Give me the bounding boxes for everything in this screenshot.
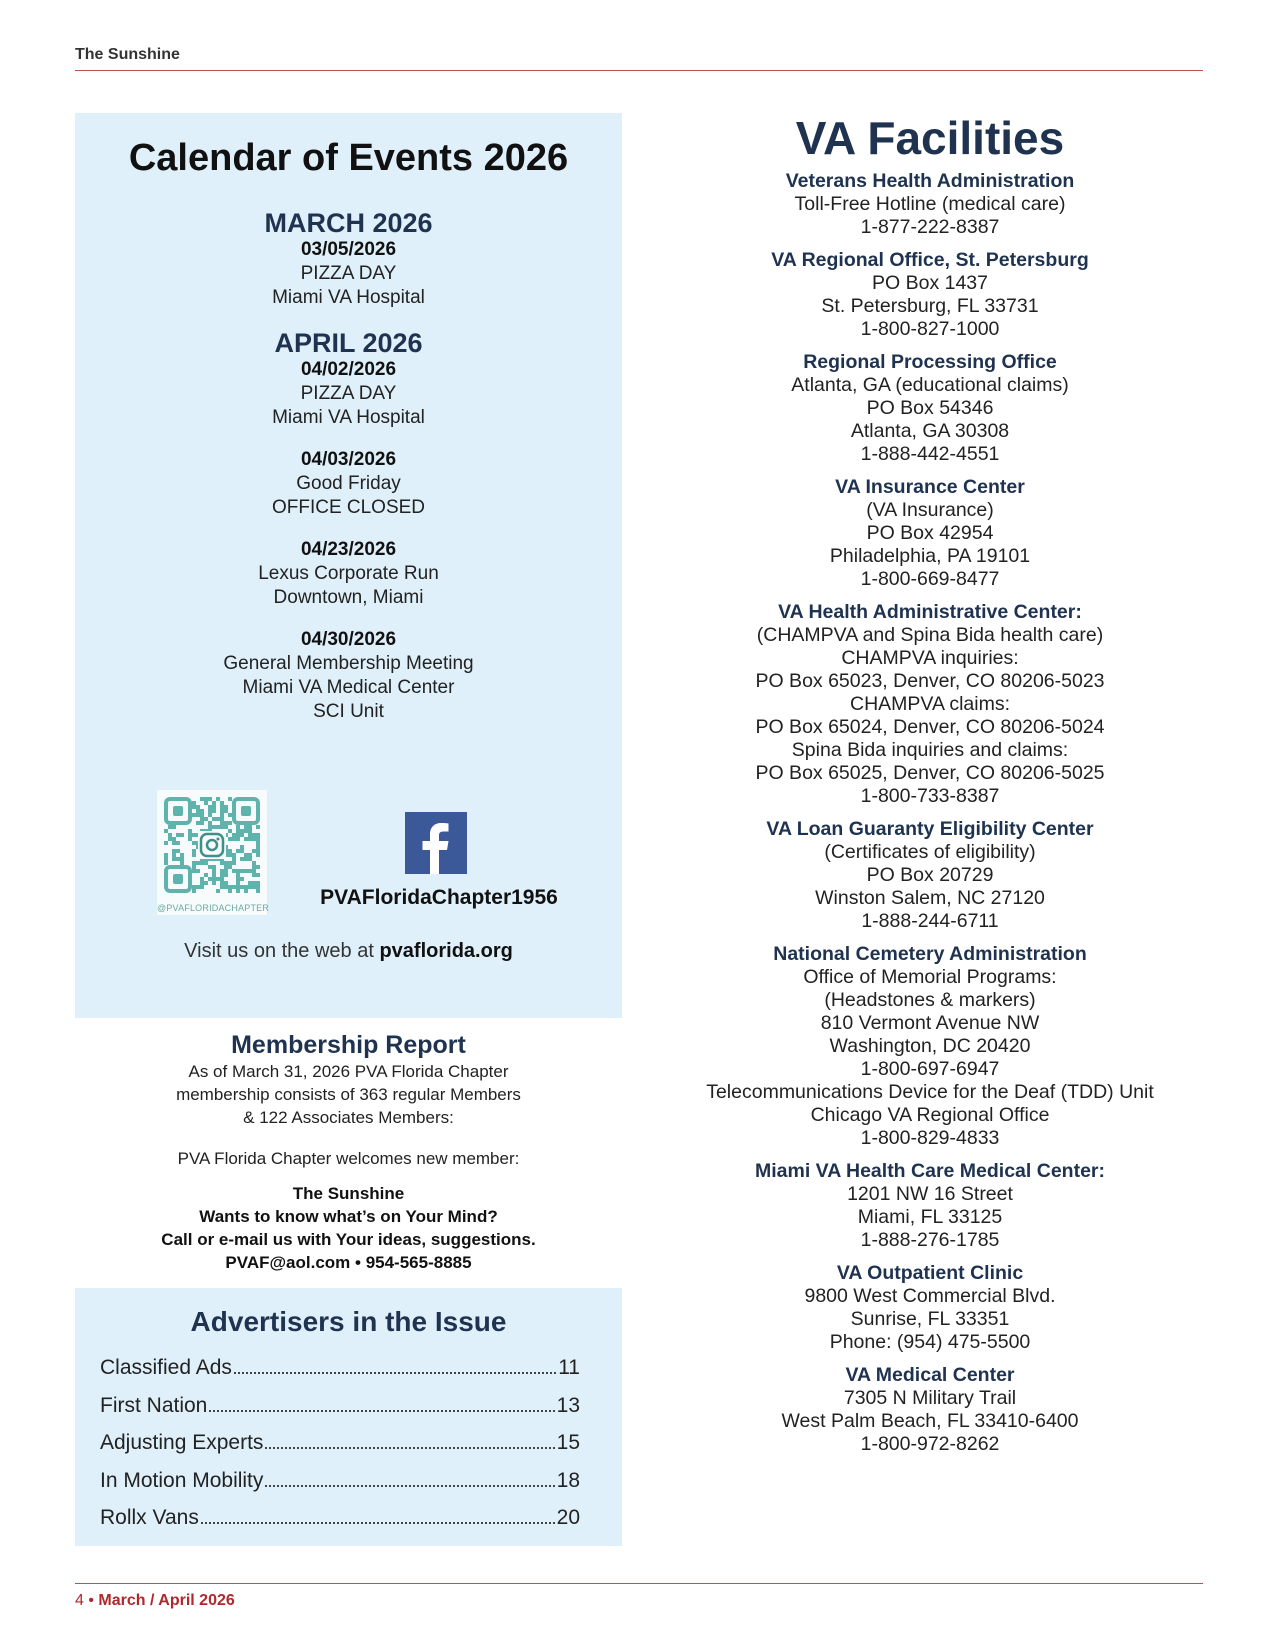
membership-text: & 122 Associates Members: bbox=[243, 1108, 454, 1127]
facility-detail: Miami, FL 33125 bbox=[857, 1206, 1003, 1228]
membership-title: Membership Report bbox=[231, 1031, 466, 1059]
page-number: 4 bbox=[75, 1592, 84, 1609]
event-detail: Miami VA Hospital bbox=[272, 407, 425, 428]
calendar-event bbox=[75, 358, 622, 430]
advertiser-page: 11 bbox=[558, 1356, 580, 1379]
facebook-handle[interactable]: PVAFloridaChapter1956 bbox=[320, 886, 558, 909]
facility-detail: 7305 N Military Trail bbox=[843, 1387, 1017, 1409]
facility-detail: 1-800-733-8387 bbox=[860, 785, 1000, 807]
qr-code-icon bbox=[157, 790, 267, 900]
facility-detail: Chicago VA Regional Office bbox=[810, 1104, 1050, 1126]
running-header: The Sunshine bbox=[75, 46, 180, 63]
facility-name: VA Insurance Center bbox=[835, 476, 1025, 498]
facility-name: VA Medical Center bbox=[845, 1364, 1015, 1386]
membership-text: As of March 31, 2026 PVA Florida Chapter bbox=[188, 1062, 509, 1081]
advertiser-page: 15 bbox=[556, 1431, 580, 1454]
instagram-qr-code[interactable] bbox=[157, 790, 270, 915]
event-detail: SCI Unit bbox=[313, 701, 384, 722]
facility-detail: 1-800-669-8477 bbox=[860, 568, 1000, 590]
event-detail: PIZZA DAY bbox=[300, 383, 397, 404]
va-facilities bbox=[665, 110, 1195, 1456]
va-facilities-list bbox=[665, 170, 1195, 1456]
facility-name: VA Loan Guaranty Eligibility Center bbox=[766, 818, 1094, 840]
facility-detail: Sunrise, FL 33351 bbox=[850, 1308, 1010, 1330]
event-detail: Miami VA Medical Center bbox=[242, 677, 455, 698]
facility-detail: 1-877-222-8387 bbox=[860, 216, 1000, 238]
facility-name: Veterans Health Administration bbox=[785, 170, 1075, 192]
advertiser-page: 20 bbox=[556, 1506, 580, 1529]
membership-report bbox=[75, 1030, 622, 1274]
advertiser-page: 18 bbox=[556, 1468, 580, 1492]
advertiser-row bbox=[100, 1394, 580, 1432]
facility-detail: 1-800-827-1000 bbox=[860, 318, 1000, 340]
advertiser-row bbox=[100, 1506, 580, 1544]
facility-detail: 1-888-244-6711 bbox=[861, 910, 999, 932]
facility-detail: 1-888-442-4551 bbox=[860, 443, 1000, 465]
event-date: 03/05/2026 bbox=[300, 239, 397, 260]
va-facilities-title: VA Facilities bbox=[795, 112, 1065, 164]
facility-detail: Winston Salem, NC 27120 bbox=[815, 887, 1045, 909]
website-prefix: Visit us on the web at bbox=[184, 940, 380, 962]
facility-name: VA Regional Office, St. Petersburg bbox=[771, 249, 1089, 271]
footer-rule bbox=[75, 1583, 1203, 1584]
event-detail: Miami VA Hospital bbox=[272, 287, 425, 308]
facility-detail: 1-888-276-1785 bbox=[860, 1229, 1000, 1251]
facility-detail: 1-800-829-4833 bbox=[860, 1127, 1000, 1149]
social-links bbox=[75, 790, 622, 920]
event-detail: General Membership Meeting bbox=[223, 653, 474, 674]
calendar-event bbox=[75, 538, 622, 610]
qr-caption: @PVAFLORIDACHAPTER bbox=[157, 903, 270, 913]
facility-detail: Spina Bida inquiries and claims: bbox=[791, 739, 1069, 761]
dot-leader bbox=[265, 1447, 554, 1449]
advertisers-list bbox=[100, 1356, 580, 1544]
membership-welcome: PVA Florida Chapter welcomes new member: bbox=[177, 1149, 520, 1168]
dot-leader bbox=[209, 1410, 554, 1412]
dot-leader bbox=[201, 1522, 555, 1524]
advertiser-name: Adjusting Experts bbox=[100, 1431, 264, 1454]
callout-line: Wants to know what’s on Your Mind? bbox=[199, 1207, 498, 1226]
advertiser-row bbox=[100, 1356, 580, 1394]
advertisers-title: Advertisers in the Issue bbox=[190, 1306, 507, 1337]
event-detail: Downtown, Miami bbox=[273, 587, 424, 608]
calendar-panel bbox=[75, 113, 622, 1018]
dot-leader bbox=[234, 1372, 556, 1374]
calendar-event bbox=[75, 628, 622, 724]
event-date: 04/23/2026 bbox=[300, 539, 397, 560]
facility-detail: 810 Vermont Avenue NW bbox=[820, 1012, 1040, 1034]
facility-entry bbox=[665, 818, 1195, 933]
facility-entry bbox=[665, 1262, 1195, 1354]
facility-name: VA Outpatient Clinic bbox=[836, 1262, 1024, 1284]
facility-detail: Atlanta, GA (educational claims) bbox=[791, 374, 1069, 396]
advertiser-row bbox=[100, 1431, 580, 1469]
facility-detail: PO Box 20729 bbox=[866, 864, 994, 886]
facility-detail: (CHAMPVA and Spina Bida health care) bbox=[756, 624, 1104, 646]
calendar-event bbox=[75, 448, 622, 520]
facility-detail: West Palm Beach, FL 33410-6400 bbox=[781, 1410, 1079, 1432]
month-heading: APRIL 2026 bbox=[274, 328, 423, 358]
header-rule bbox=[75, 70, 1203, 71]
facility-detail: Telecommunications Device for the Deaf (TDD) Unit bbox=[706, 1081, 1154, 1103]
event-detail: Lexus Corporate Run bbox=[258, 563, 439, 584]
contact-line[interactable]: PVAF@aol.com • 954-565-8885 bbox=[225, 1253, 472, 1272]
facility-name: VA Health Administrative Center: bbox=[778, 601, 1082, 623]
event-detail: PIZZA DAY bbox=[300, 263, 397, 284]
facility-detail: St. Petersburg, FL 33731 bbox=[821, 295, 1039, 317]
advertiser-name: In Motion Mobility bbox=[100, 1468, 264, 1492]
facility-detail: Washington, DC 20420 bbox=[829, 1035, 1031, 1057]
advertiser-row bbox=[100, 1469, 580, 1507]
facility-detail: PO Box 65025, Denver, CO 80206-5025 bbox=[755, 762, 1105, 784]
membership-text: membership consists of 363 regular Members bbox=[176, 1085, 521, 1104]
advertiser-name: Classified Ads bbox=[100, 1356, 232, 1379]
event-detail: OFFICE CLOSED bbox=[271, 497, 426, 518]
callout-line: Call or e-mail us with Your ideas, suggestions. bbox=[161, 1230, 536, 1249]
facility-entry bbox=[665, 351, 1195, 466]
facility-entry bbox=[665, 601, 1195, 808]
facility-detail: 1201 NW 16 Street bbox=[847, 1183, 1013, 1205]
facility-detail: Office of Memorial Programs: bbox=[803, 966, 1057, 988]
facility-detail: Atlanta, GA 30308 bbox=[850, 420, 1010, 442]
facility-name: Miami VA Health Care Medical Center: bbox=[754, 1160, 1105, 1182]
facility-detail: 9800 West Commercial Blvd. bbox=[804, 1285, 1056, 1307]
page-footer bbox=[75, 1592, 235, 1610]
facebook-icon[interactable] bbox=[405, 812, 467, 874]
facility-detail: (VA Insurance) bbox=[866, 499, 994, 521]
facility-entry bbox=[665, 1364, 1195, 1456]
facility-detail: CHAMPVA claims: bbox=[850, 693, 1010, 715]
facility-detail: PO Box 42954 bbox=[866, 522, 994, 544]
dot-leader bbox=[265, 1485, 554, 1487]
facility-detail: (Certificates of eligibility) bbox=[824, 841, 1036, 863]
advertiser-name: First Nation bbox=[100, 1393, 208, 1417]
website-line bbox=[75, 940, 622, 963]
advertiser-name: Rollx Vans bbox=[100, 1506, 199, 1529]
footer-separator: • bbox=[88, 1592, 94, 1609]
facility-entry bbox=[665, 1160, 1195, 1252]
facility-entry bbox=[665, 476, 1195, 591]
facility-entry bbox=[665, 249, 1195, 341]
issue-date: March / April 2026 bbox=[98, 1592, 235, 1609]
facility-detail: PO Box 65023, Denver, CO 80206-5023 bbox=[755, 670, 1105, 692]
facility-detail: Philadelphia, PA 19101 bbox=[829, 545, 1031, 567]
facility-detail: Phone: (954) 475-5500 bbox=[829, 1331, 1031, 1353]
callout-line: The Sunshine bbox=[292, 1184, 405, 1203]
calendar-event bbox=[75, 238, 622, 310]
facility-detail: 1-800-972-8262 bbox=[860, 1433, 1000, 1455]
month-heading: MARCH 2026 bbox=[264, 208, 433, 238]
event-date: 04/03/2026 bbox=[300, 449, 397, 470]
facility-detail: (Headstones & markers) bbox=[824, 989, 1036, 1011]
event-detail: Good Friday bbox=[296, 473, 401, 494]
facility-detail: PO Box 1437 bbox=[872, 272, 988, 294]
facility-detail: PO Box 54346 bbox=[866, 397, 994, 419]
facility-entry bbox=[665, 170, 1195, 239]
facility-detail: CHAMPVA inquiries: bbox=[841, 647, 1019, 669]
facility-detail: 1-800-697-6947 bbox=[860, 1058, 1000, 1080]
facility-name: Regional Processing Office bbox=[803, 351, 1057, 373]
facility-detail: Toll-Free Hotline (medical care) bbox=[794, 193, 1066, 215]
facility-entry bbox=[665, 943, 1195, 1150]
event-date: 04/02/2026 bbox=[300, 359, 397, 380]
event-date: 04/30/2026 bbox=[300, 629, 397, 650]
calendar-title: Calendar of Events 2026 bbox=[128, 137, 569, 179]
website-link[interactable]: pvaflorida.org bbox=[379, 940, 513, 962]
advertiser-page: 13 bbox=[556, 1393, 580, 1417]
facility-detail: PO Box 65024, Denver, CO 80206-5024 bbox=[755, 716, 1105, 738]
advertisers-panel bbox=[75, 1288, 622, 1546]
facility-name: National Cemetery Administration bbox=[773, 943, 1087, 965]
